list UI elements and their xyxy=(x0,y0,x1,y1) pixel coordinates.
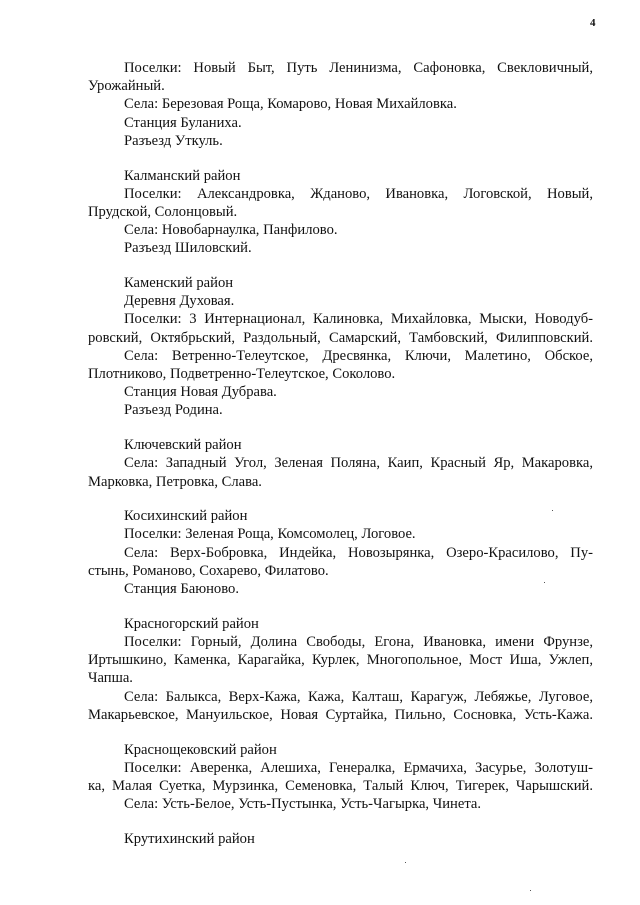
section-heading: Ключевский район xyxy=(124,437,242,454)
text-line: Станция Баюново. xyxy=(124,581,239,598)
section-heading: Краснощековский район xyxy=(124,741,277,758)
section-heading: Крутихинский район xyxy=(124,830,255,847)
section-heading: Косихинский район xyxy=(124,508,248,525)
section-heading: Калманский район xyxy=(124,167,241,184)
text-line: Поселки: 3 Интернационал, Калиновка, Михайловка, Мыски, Новодуб- xyxy=(124,311,593,328)
text-line: Деревня Духовая. xyxy=(124,293,235,310)
text-line: Станция Буланиха. xyxy=(124,114,242,131)
text-line: Поселки: Александровка, Жданово, Ивановка, Логовской, Новый, xyxy=(124,185,593,202)
text-line: Марковка, Петровка, Слава. xyxy=(88,473,262,490)
section-kosikhinsky xyxy=(88,507,593,598)
text-line: Села: Балыкса, Верх-Кажа, Кажа, Калташ, Карагуж, Лебяжье, Луговое, xyxy=(124,688,593,705)
text-line: Макарьевское, Мануильское, Новая Суртайка, Пильно, Сосновка, Усть-Кажа. xyxy=(88,706,593,723)
text-line: Разъезд Уткуль. xyxy=(124,132,223,149)
section-uncategorized xyxy=(88,59,593,150)
text-line: Разъезд Родина. xyxy=(124,402,223,419)
section-kalmansky xyxy=(88,167,593,258)
section-krasnogorsky xyxy=(88,615,593,724)
text-line: Плотниково, Подветренно-Телеутское, Соколово. xyxy=(88,366,396,383)
scan-speck xyxy=(530,890,531,891)
scan-speck xyxy=(544,582,545,583)
scan-speck xyxy=(405,862,406,863)
text-line: Поселки: Новый Быт, Путь Ленинизма, Сафоновка, Свекловичный, xyxy=(124,60,593,76)
text-line: Чапша. xyxy=(88,670,133,687)
text-line: Села: Западный Угол, Зеленая Поляна, Каип, Красный Яр, Макаровка, xyxy=(124,455,593,472)
text-line: Села: Березовая Роща, Комарово, Новая Михайловка. xyxy=(124,96,457,113)
text-line: Поселки: Аверенка, Алешиха, Генералка, Ермачиха, Засурье, Золотуш- xyxy=(124,759,593,776)
page-number: 4 xyxy=(590,17,596,29)
text-line: Разъезд Шиловский. xyxy=(124,240,252,257)
section-krutikhinsky xyxy=(88,830,593,848)
text-line: ка, Малая Суетка, Мурзинка, Семеновка, Талый Ключ, Тигерек, Чарышский. xyxy=(88,777,593,794)
text-line: ровский, Октябрьский, Раздольный, Самарский, Тамбовский, Филипповский. xyxy=(88,329,593,346)
text-line: стынь, Романово, Сохарево, Филатово. xyxy=(88,562,329,579)
text-line: Села: Верх-Бобровка, Индейка, Новозырянка, Озеро-Красилово, Пу- xyxy=(124,544,593,561)
section-krasnoshchekovsky xyxy=(88,741,593,814)
text-line: Поселки: Зеленая Роща, Комсомолец, Логовое. xyxy=(124,526,416,543)
document-body xyxy=(88,59,593,865)
text-line: Станция Новая Дубрава. xyxy=(124,384,277,401)
section-heading: Красногорский район xyxy=(124,615,259,632)
text-line: Урожайный. xyxy=(88,78,165,95)
text-line: Прудской, Солонцовый. xyxy=(88,203,238,220)
section-heading: Каменский район xyxy=(124,275,234,292)
text-line: Села: Ветренно-Телеутское, Дресвянка, Ключи, Малетино, Обское, xyxy=(124,347,593,364)
text-line: Села: Новобарнаулка, Панфилово. xyxy=(124,222,338,239)
scan-speck xyxy=(552,510,553,511)
text-line: Села: Усть-Белое, Усть-Пустынка, Усть-Чагырка, Чинета. xyxy=(124,796,481,813)
text-line: Поселки: Горный, Долина Свободы, Егона, Ивановка, имени Фрунзе, xyxy=(124,633,593,650)
section-klyuchevsky xyxy=(88,436,593,491)
section-kamensky xyxy=(88,274,593,420)
text-line: Иртышкино, Каменка, Карагайка, Курлек, Многопольное, Мост Иша, Ужлеп, xyxy=(88,652,593,669)
